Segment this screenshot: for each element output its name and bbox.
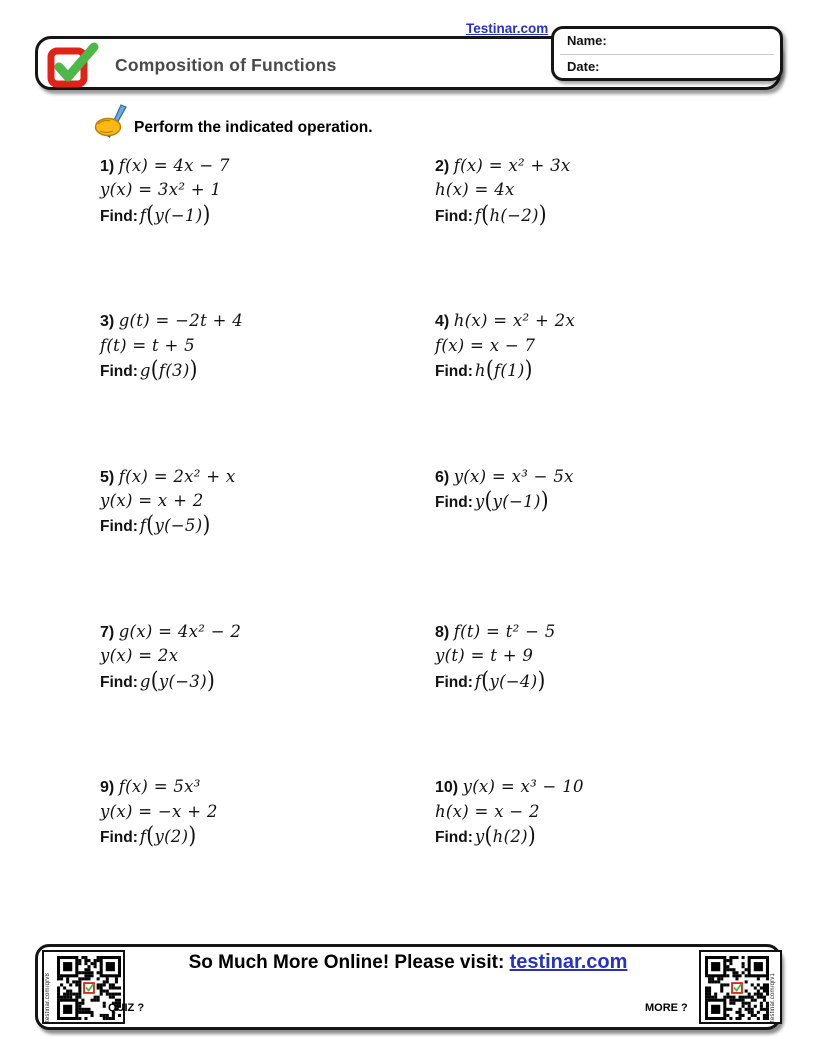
find-expression — [474, 821, 537, 849]
close-paren: ) — [202, 199, 211, 228]
function-definition-1: f(x) = x² + 3x — [453, 156, 571, 175]
problem-find-line — [100, 821, 435, 849]
function-definition-1: g(x) = 4x² − 2 — [118, 621, 242, 641]
function-definition-2: y(t) = t + 9 — [435, 646, 534, 666]
outer-function: y — [474, 827, 485, 846]
open-paren: ( — [150, 355, 159, 383]
problem-find-line — [435, 821, 770, 849]
find-expression — [139, 510, 211, 539]
footer-message: So Much More Online! Please visit: — [188, 952, 505, 973]
qr-code-more — [705, 956, 769, 1020]
problem-line-1 — [435, 154, 770, 178]
outer-function: g — [139, 671, 151, 691]
outer-function: g — [139, 361, 151, 381]
problem — [100, 775, 435, 930]
find-label: Find: — [100, 518, 138, 536]
find-expression — [139, 199, 211, 228]
close-paren: ) — [537, 665, 546, 694]
find-label: Find: — [100, 673, 138, 691]
problem — [100, 154, 435, 309]
problem-number: 10) — [435, 779, 459, 797]
find-label: Find: — [435, 494, 473, 511]
find-label: Find: — [100, 829, 138, 846]
problem — [100, 309, 435, 464]
function-definition-2: f(t) = t + 5 — [100, 335, 195, 355]
inner-expression: y(−4) — [489, 671, 538, 691]
problem-find-line — [435, 665, 770, 694]
page-title: Composition of Functions — [115, 55, 337, 75]
function-definition-1: f(x) = 5x³ — [118, 777, 201, 797]
checkbox-logo-icon — [46, 40, 100, 90]
problem-number: 7) — [100, 623, 115, 641]
problem-line-2 — [435, 644, 770, 668]
footer-message-row — [0, 951, 816, 974]
open-paren: ( — [484, 821, 493, 849]
problem — [435, 154, 770, 309]
open-paren: ( — [481, 665, 490, 694]
find-label: Find: — [435, 363, 473, 381]
more-label: MORE ? — [645, 1002, 688, 1014]
function-definition-2: y(x) = 2x — [100, 646, 179, 666]
problem-number: 9) — [100, 779, 115, 797]
writing-hand-pencil-icon — [94, 104, 138, 140]
problem — [100, 620, 435, 775]
problem-line-1 — [435, 309, 770, 333]
close-paren: ) — [188, 821, 197, 849]
problem — [435, 465, 770, 620]
inner-expression: y(−3) — [158, 671, 207, 691]
problem-line-1 — [435, 775, 770, 799]
qr-right-container — [699, 950, 782, 1024]
function-definition-1: g(t) = −2t + 4 — [118, 311, 244, 331]
find-expression — [139, 665, 216, 694]
inner-expression: y(−1) — [154, 205, 203, 225]
close-paren: ) — [189, 355, 198, 383]
problem-number: 2) — [435, 158, 450, 175]
outer-function: f — [139, 516, 147, 536]
open-paren: ( — [146, 821, 155, 849]
instruction-row — [94, 104, 373, 140]
problem-find-line — [100, 665, 435, 694]
close-paren: ) — [527, 821, 537, 849]
open-paren: ( — [481, 199, 490, 228]
problem-find-line — [100, 355, 435, 383]
problem-line-1 — [100, 620, 435, 644]
problem — [435, 620, 770, 775]
function-definition-1: h(x) = x² + 2x — [453, 311, 576, 331]
outer-function: f — [139, 205, 147, 225]
inner-expression: f(3) — [158, 361, 190, 381]
find-label: Find: — [100, 207, 138, 225]
inner-expression: h(−2) — [489, 205, 539, 225]
function-definition-1: f(x) = 4x − 7 — [118, 156, 230, 175]
close-paren: ) — [206, 665, 216, 694]
problem-find-line — [100, 510, 435, 539]
site-link-top[interactable]: Testinar.com — [466, 21, 549, 36]
qr-right-caption: testinar.com/qrv1 — [770, 972, 776, 1022]
find-expression — [474, 199, 547, 228]
function-definition-1: y(x) = x³ − 10 — [462, 777, 584, 797]
name-date-box — [551, 26, 783, 81]
inner-expression: h(2) — [492, 827, 528, 846]
open-paren: ( — [150, 665, 159, 694]
close-paren: ) — [540, 486, 549, 514]
date-field-label: Date: — [567, 59, 600, 74]
problem — [435, 309, 770, 464]
function-definition-1: y(x) = x³ − 5x — [453, 466, 574, 486]
outer-function: y — [474, 492, 485, 511]
open-paren: ( — [484, 486, 493, 514]
open-paren: ( — [485, 355, 494, 383]
problem-number: 4) — [435, 313, 450, 331]
function-definition-2: h(x) = 4x — [435, 180, 515, 200]
outer-function: f — [139, 827, 147, 846]
problem-line-1 — [100, 775, 435, 799]
inner-expression: y(2) — [154, 827, 189, 846]
find-expression — [474, 486, 549, 514]
problem-number: 6) — [435, 468, 450, 486]
problem-find-line — [435, 355, 770, 383]
problem-line-1 — [100, 154, 435, 178]
function-definition-2: h(x) = x − 2 — [435, 801, 540, 821]
problem — [435, 775, 770, 930]
problem — [100, 465, 435, 620]
close-paren: ) — [202, 510, 211, 539]
find-label: Find: — [435, 829, 473, 846]
outer-function: h — [474, 361, 486, 381]
name-field-label: Name: — [567, 33, 607, 48]
site-link-footer[interactable]: testinar.com — [509, 951, 628, 973]
inner-expression: y(−5) — [154, 516, 203, 536]
inner-expression: y(−1) — [492, 492, 541, 511]
find-expression — [139, 821, 197, 849]
qr-left-caption: testinar.com/qrv8 — [45, 972, 51, 1022]
function-definition-2: y(x) = −x + 2 — [100, 801, 218, 821]
problem-find-line — [435, 199, 770, 228]
find-label: Find: — [435, 207, 473, 225]
problem-number: 8) — [435, 623, 450, 641]
function-definition-2: y(x) = x + 2 — [100, 491, 204, 510]
problem-line-1 — [435, 620, 770, 644]
function-definition-1: f(t) = t² − 5 — [453, 621, 556, 641]
find-expression — [474, 665, 546, 694]
outer-function: f — [474, 205, 482, 225]
problem-line-1 — [100, 309, 435, 333]
problems-grid — [100, 154, 770, 930]
open-paren: ( — [146, 510, 155, 539]
inner-expression: f(1) — [493, 361, 525, 381]
close-paren: ) — [524, 355, 533, 383]
outer-function: f — [474, 671, 482, 691]
instruction-text: Perform the indicated operation. — [134, 119, 373, 136]
find-label: Find: — [435, 673, 473, 691]
function-definition-2: f(x) = x − 7 — [435, 335, 536, 355]
problem-find-line — [100, 199, 435, 228]
function-definition-2: y(x) = 3x² + 1 — [100, 180, 222, 200]
quiz-label: QUIZ ? — [108, 1002, 145, 1014]
find-label: Find: — [100, 363, 138, 381]
problem-line-1 — [100, 465, 435, 489]
find-expression — [474, 355, 533, 383]
problem-number: 3) — [100, 313, 115, 331]
problem-number: 5) — [100, 468, 115, 486]
function-definition-1: f(x) = 2x² + x — [118, 466, 236, 486]
open-paren: ( — [146, 199, 155, 228]
find-expression — [139, 355, 198, 383]
problem-find-line — [435, 486, 770, 514]
problem-number: 1) — [100, 158, 115, 175]
problem-line-2 — [100, 644, 435, 668]
close-paren: ) — [538, 199, 547, 228]
